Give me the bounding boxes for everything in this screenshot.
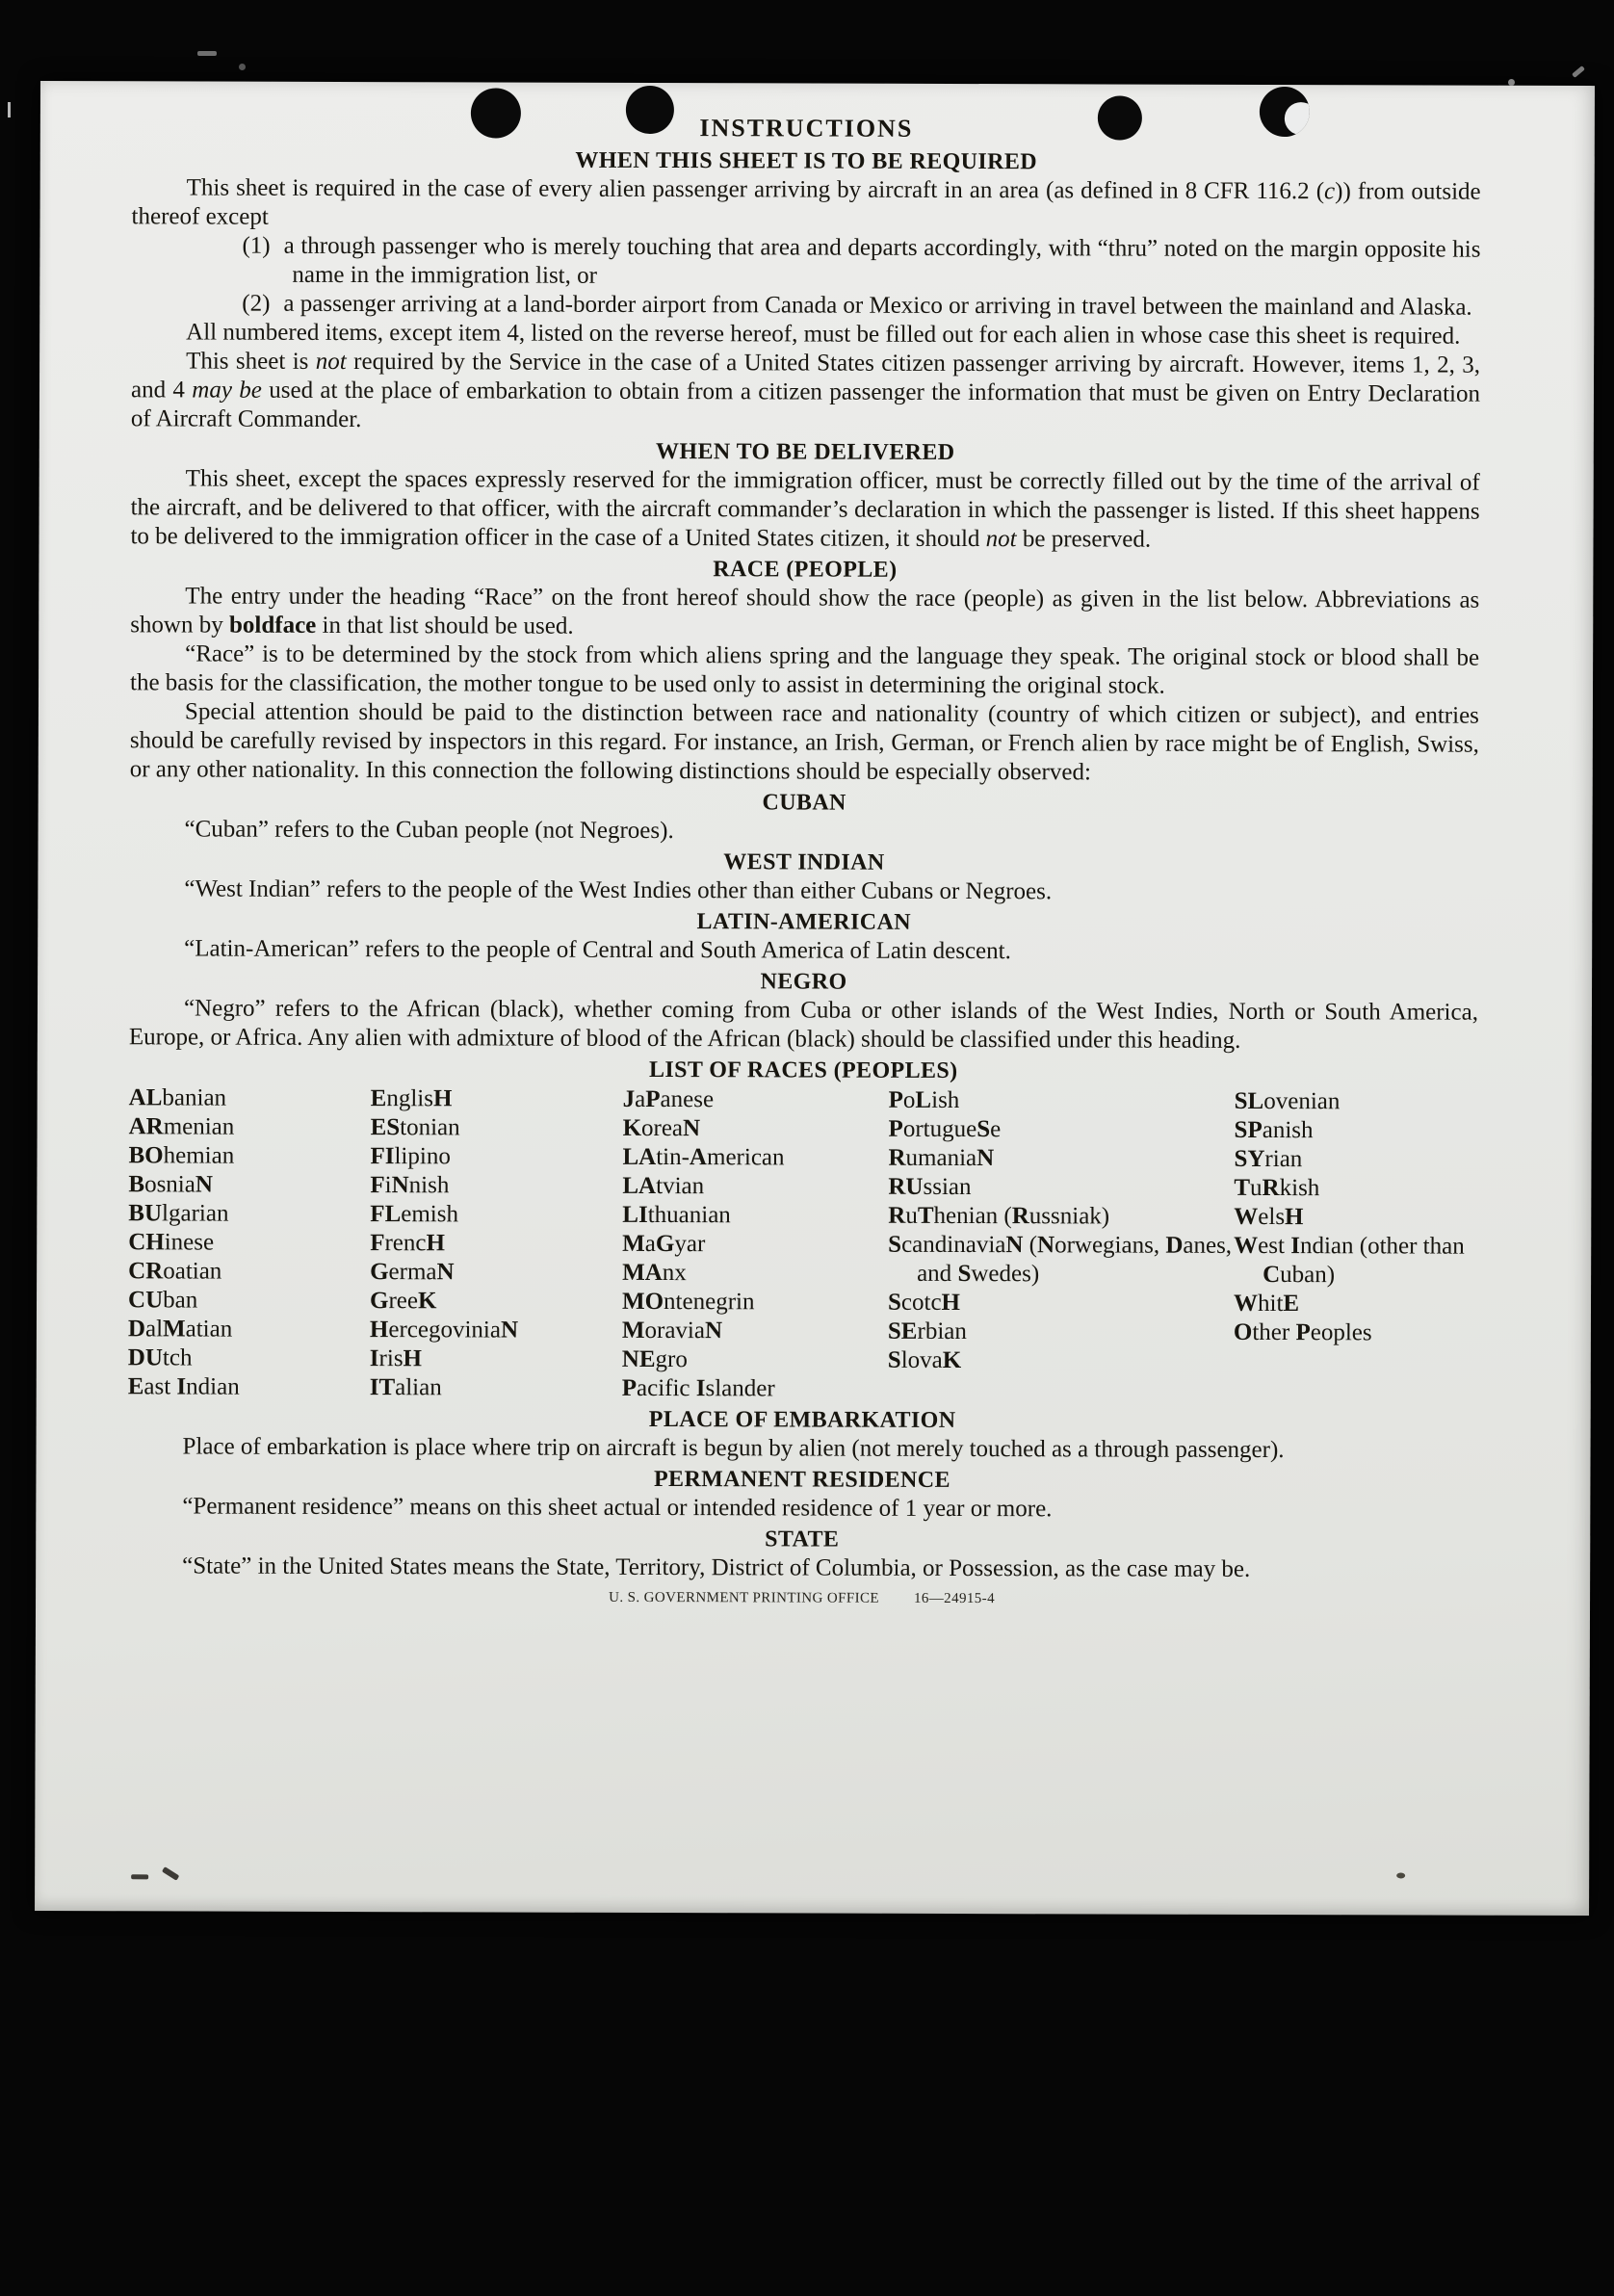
scan-artifact-edge bbox=[8, 102, 11, 117]
section-heading: CUBAN bbox=[762, 790, 846, 816]
section-heading: RACE (PEOPLE) bbox=[713, 557, 898, 583]
scan-artifact-dot bbox=[1508, 79, 1515, 86]
printing-office-text: U. S. GOVERNMENT PRINTING OFFICE bbox=[609, 1589, 880, 1606]
scan-artifact-dash bbox=[197, 51, 217, 56]
race-entry: LIthuanian bbox=[622, 1201, 731, 1229]
race-entry: GreeK bbox=[369, 1288, 437, 1315]
scan-artifact-dot bbox=[239, 64, 246, 70]
race-entry: East Indian bbox=[127, 1373, 240, 1400]
race-entry: FrencH bbox=[370, 1230, 446, 1257]
section-heading: PLACE OF EMBARKATION bbox=[648, 1406, 956, 1433]
race-entry: JaPanese bbox=[622, 1085, 715, 1113]
race-entry: Pacific Islander bbox=[621, 1374, 775, 1402]
section-heading: LATIN-AMERICAN bbox=[696, 909, 912, 935]
punch-hole-4 bbox=[1260, 87, 1310, 137]
race-entry: LAtin-American bbox=[622, 1143, 785, 1171]
scan-artifact-tick bbox=[1572, 65, 1585, 78]
paragraph: “Permanent residence” means on this sheet actual or intended residence of 1 year or more. bbox=[182, 1493, 1053, 1523]
punch-hole-1 bbox=[471, 88, 521, 138]
race-entry: ScandinaviaN (Norwegians, Danes, and Swedes) bbox=[888, 1231, 1233, 1288]
paragraph: This sheet is required in the case of every alien passenger arriving by aircraft in an area (as defined in 8 CFR 116.2 (c)) from outside thereof except bbox=[131, 174, 1481, 230]
race-entry: FIlipino bbox=[370, 1143, 451, 1170]
race-entry: BosniaN bbox=[128, 1171, 213, 1198]
numbered-item: (1) a through passenger who is merely touching that area and departs accordingly, with “thru” noted on the margin opposite his name in the immigration list, or bbox=[242, 232, 1481, 289]
paragraph: “Cuban” refers to the Cuban people (not Negroes). bbox=[184, 816, 674, 845]
race-column bbox=[622, 1085, 889, 1404]
item-number: (2) bbox=[242, 290, 271, 317]
race-entry: SPanish bbox=[1234, 1116, 1314, 1144]
pencil-mark bbox=[131, 1874, 148, 1879]
section-heading: WEST INDIAN bbox=[723, 849, 885, 875]
race-column bbox=[128, 1083, 371, 1402]
race-entry: BOhemian bbox=[128, 1142, 235, 1169]
paragraph: The entry under the heading “Race” on the front hereof should show the race (people) as given in the list below. Abbreviations as shown by boldface in that list should be used. bbox=[130, 583, 1480, 639]
race-entry: West Indian (other than Cuban) bbox=[1234, 1232, 1465, 1289]
race-entry: FLemish bbox=[370, 1201, 459, 1228]
race-entry: FiNnish bbox=[370, 1172, 450, 1199]
punch-hole-2 bbox=[626, 86, 674, 134]
document-page bbox=[35, 81, 1595, 1916]
race-entry: ITalian bbox=[369, 1374, 442, 1401]
race-entry: HercegoviniaN bbox=[369, 1317, 519, 1344]
paragraph: Place of embarkation is place where trip on aircraft is begun by alien (not merely touched as a through passenger). bbox=[182, 1433, 1285, 1464]
section-heading: PERMANENT RESIDENCE bbox=[653, 1467, 950, 1493]
race-column bbox=[888, 1086, 1235, 1405]
race-column bbox=[1234, 1087, 1477, 1406]
section-heading: LIST OF RACES (PEOPLES) bbox=[648, 1057, 958, 1083]
race-entry: SYrian bbox=[1234, 1145, 1303, 1173]
paragraph: This sheet is not required by the Service in the case of a United States citizen passenger arriving by aircraft. However, items 1, 2, 3, and 4 may be used at the place of embarkation to obtain from a citizen passenger the information that must be given on Entry Declaration of Aircraft Commander. bbox=[130, 348, 1481, 433]
sections-container bbox=[127, 144, 1481, 1584]
paragraph: “State” in the United States means the State, Territory, District of Columbia, or Possession, as the case may be. bbox=[182, 1552, 1251, 1582]
section-heading: STATE bbox=[765, 1526, 840, 1552]
punch-hole-3 bbox=[1098, 95, 1142, 140]
page-title: INSTRUCTIONS bbox=[699, 114, 914, 143]
paragraph: “Latin-American” refers to the people of Central and South America of Latin descent. bbox=[184, 935, 1011, 965]
document-content bbox=[36, 81, 1595, 1609]
printing-office-note bbox=[127, 1588, 1476, 1608]
race-entry: MoraviaN bbox=[621, 1317, 723, 1344]
race-entry: Other Peoples bbox=[1233, 1318, 1372, 1346]
race-entry: EnglisH bbox=[370, 1085, 453, 1112]
race-entry: DalMatian bbox=[127, 1316, 233, 1343]
race-entry: NEgro bbox=[621, 1345, 688, 1373]
paragraph: Special attention should be paid to the distinction between race and nationality (country of which citizen or subject), and entries should be carefully revised by inspectors in this regard. For instance, an Irish, German, or French alien by race might be of English, Swiss, or any other nationality. In this connection the following distinctions should be especially observed: bbox=[129, 698, 1479, 786]
race-entry: DUtch bbox=[127, 1344, 193, 1371]
section-heading: NEGRO bbox=[760, 969, 847, 995]
race-list bbox=[128, 1083, 1478, 1405]
race-entry: ARmenian bbox=[128, 1113, 235, 1140]
section-heading: WHEN THIS SHEET IS TO BE REQUIRED bbox=[575, 147, 1038, 175]
form-code: 16—24915-4 bbox=[913, 1590, 996, 1607]
race-entry: SlovaK bbox=[887, 1346, 962, 1374]
paragraph: This sheet, except the spaces expressly reserved for the immigration officer, must be correctly filled out by the time of the arrival of the aircraft, and be delivered to that officer, with the aircraft commander’s declaration in which the passenger is listed. If this sheet happens to be delivered to the immigration officer in the case of a United States citizen, it should not be preserved. bbox=[130, 465, 1480, 553]
race-entry: SErbian bbox=[887, 1318, 967, 1345]
race-entry: EStonian bbox=[370, 1114, 460, 1141]
race-entry: KoreaN bbox=[622, 1114, 701, 1142]
pencil-check-mark bbox=[162, 1866, 179, 1881]
race-entry: ScotcH bbox=[887, 1289, 961, 1317]
race-entry: CUban bbox=[127, 1287, 198, 1314]
race-column bbox=[370, 1084, 623, 1403]
section-heading: WHEN TO BE DELIVERED bbox=[655, 439, 955, 465]
race-entry: GermaN bbox=[370, 1259, 455, 1286]
race-entry: RUssian bbox=[888, 1173, 972, 1201]
race-entry: TuRkish bbox=[1234, 1174, 1320, 1202]
paragraph: “Race” is to be determined by the stock from which aliens spring and the language they speak. The original stock or blood shall be the basis for the classification, the mother tongue to be used only to assist in determining the original stock. bbox=[129, 640, 1480, 699]
race-entry: ALbanian bbox=[128, 1084, 227, 1111]
paragraph: “Negro” refers to the African (black), whether coming from Cuba or other islands of the West Indies, North or South America, Europe, or Africa. Any alien with admixture of blood of the African (black) should be classified under this heading. bbox=[128, 995, 1479, 1054]
race-entry: BUlgarian bbox=[128, 1200, 229, 1227]
race-entry: MaGyar bbox=[622, 1230, 706, 1258]
race-entry: SLovenian bbox=[1234, 1087, 1341, 1115]
race-entry: RumaniaN bbox=[888, 1144, 995, 1172]
race-entry: CHinese bbox=[128, 1229, 215, 1256]
paragraph: “West Indian” refers to the people of the West Indies other than either Cubans or Negroes. bbox=[184, 875, 1053, 905]
race-entry: PortugueSe bbox=[888, 1115, 1002, 1143]
numbered-item: (2) a passenger arriving at a land-border airport from Canada or Mexico or arriving in travel between the mainland and Alaska. bbox=[242, 290, 1472, 321]
race-entry: RuThenian (Russniak) bbox=[888, 1202, 1110, 1230]
race-entry: MOntenegrin bbox=[621, 1288, 755, 1316]
race-entry: WelsH bbox=[1234, 1203, 1304, 1231]
race-entry: IrisH bbox=[369, 1345, 423, 1372]
race-entry: LAtvian bbox=[622, 1172, 705, 1200]
race-entry: WhitE bbox=[1233, 1290, 1300, 1318]
race-entry: CRoatian bbox=[128, 1258, 222, 1285]
race-entry: MAnx bbox=[622, 1259, 687, 1287]
race-entry: PoLish bbox=[888, 1086, 960, 1114]
item-number: (1) bbox=[242, 232, 271, 259]
scan-speck bbox=[1396, 1872, 1405, 1878]
paragraph: All numbered items, except item 4, listed on the reverse hereof, must be filled out for each alien in whose case this sheet is required. bbox=[186, 319, 1461, 350]
